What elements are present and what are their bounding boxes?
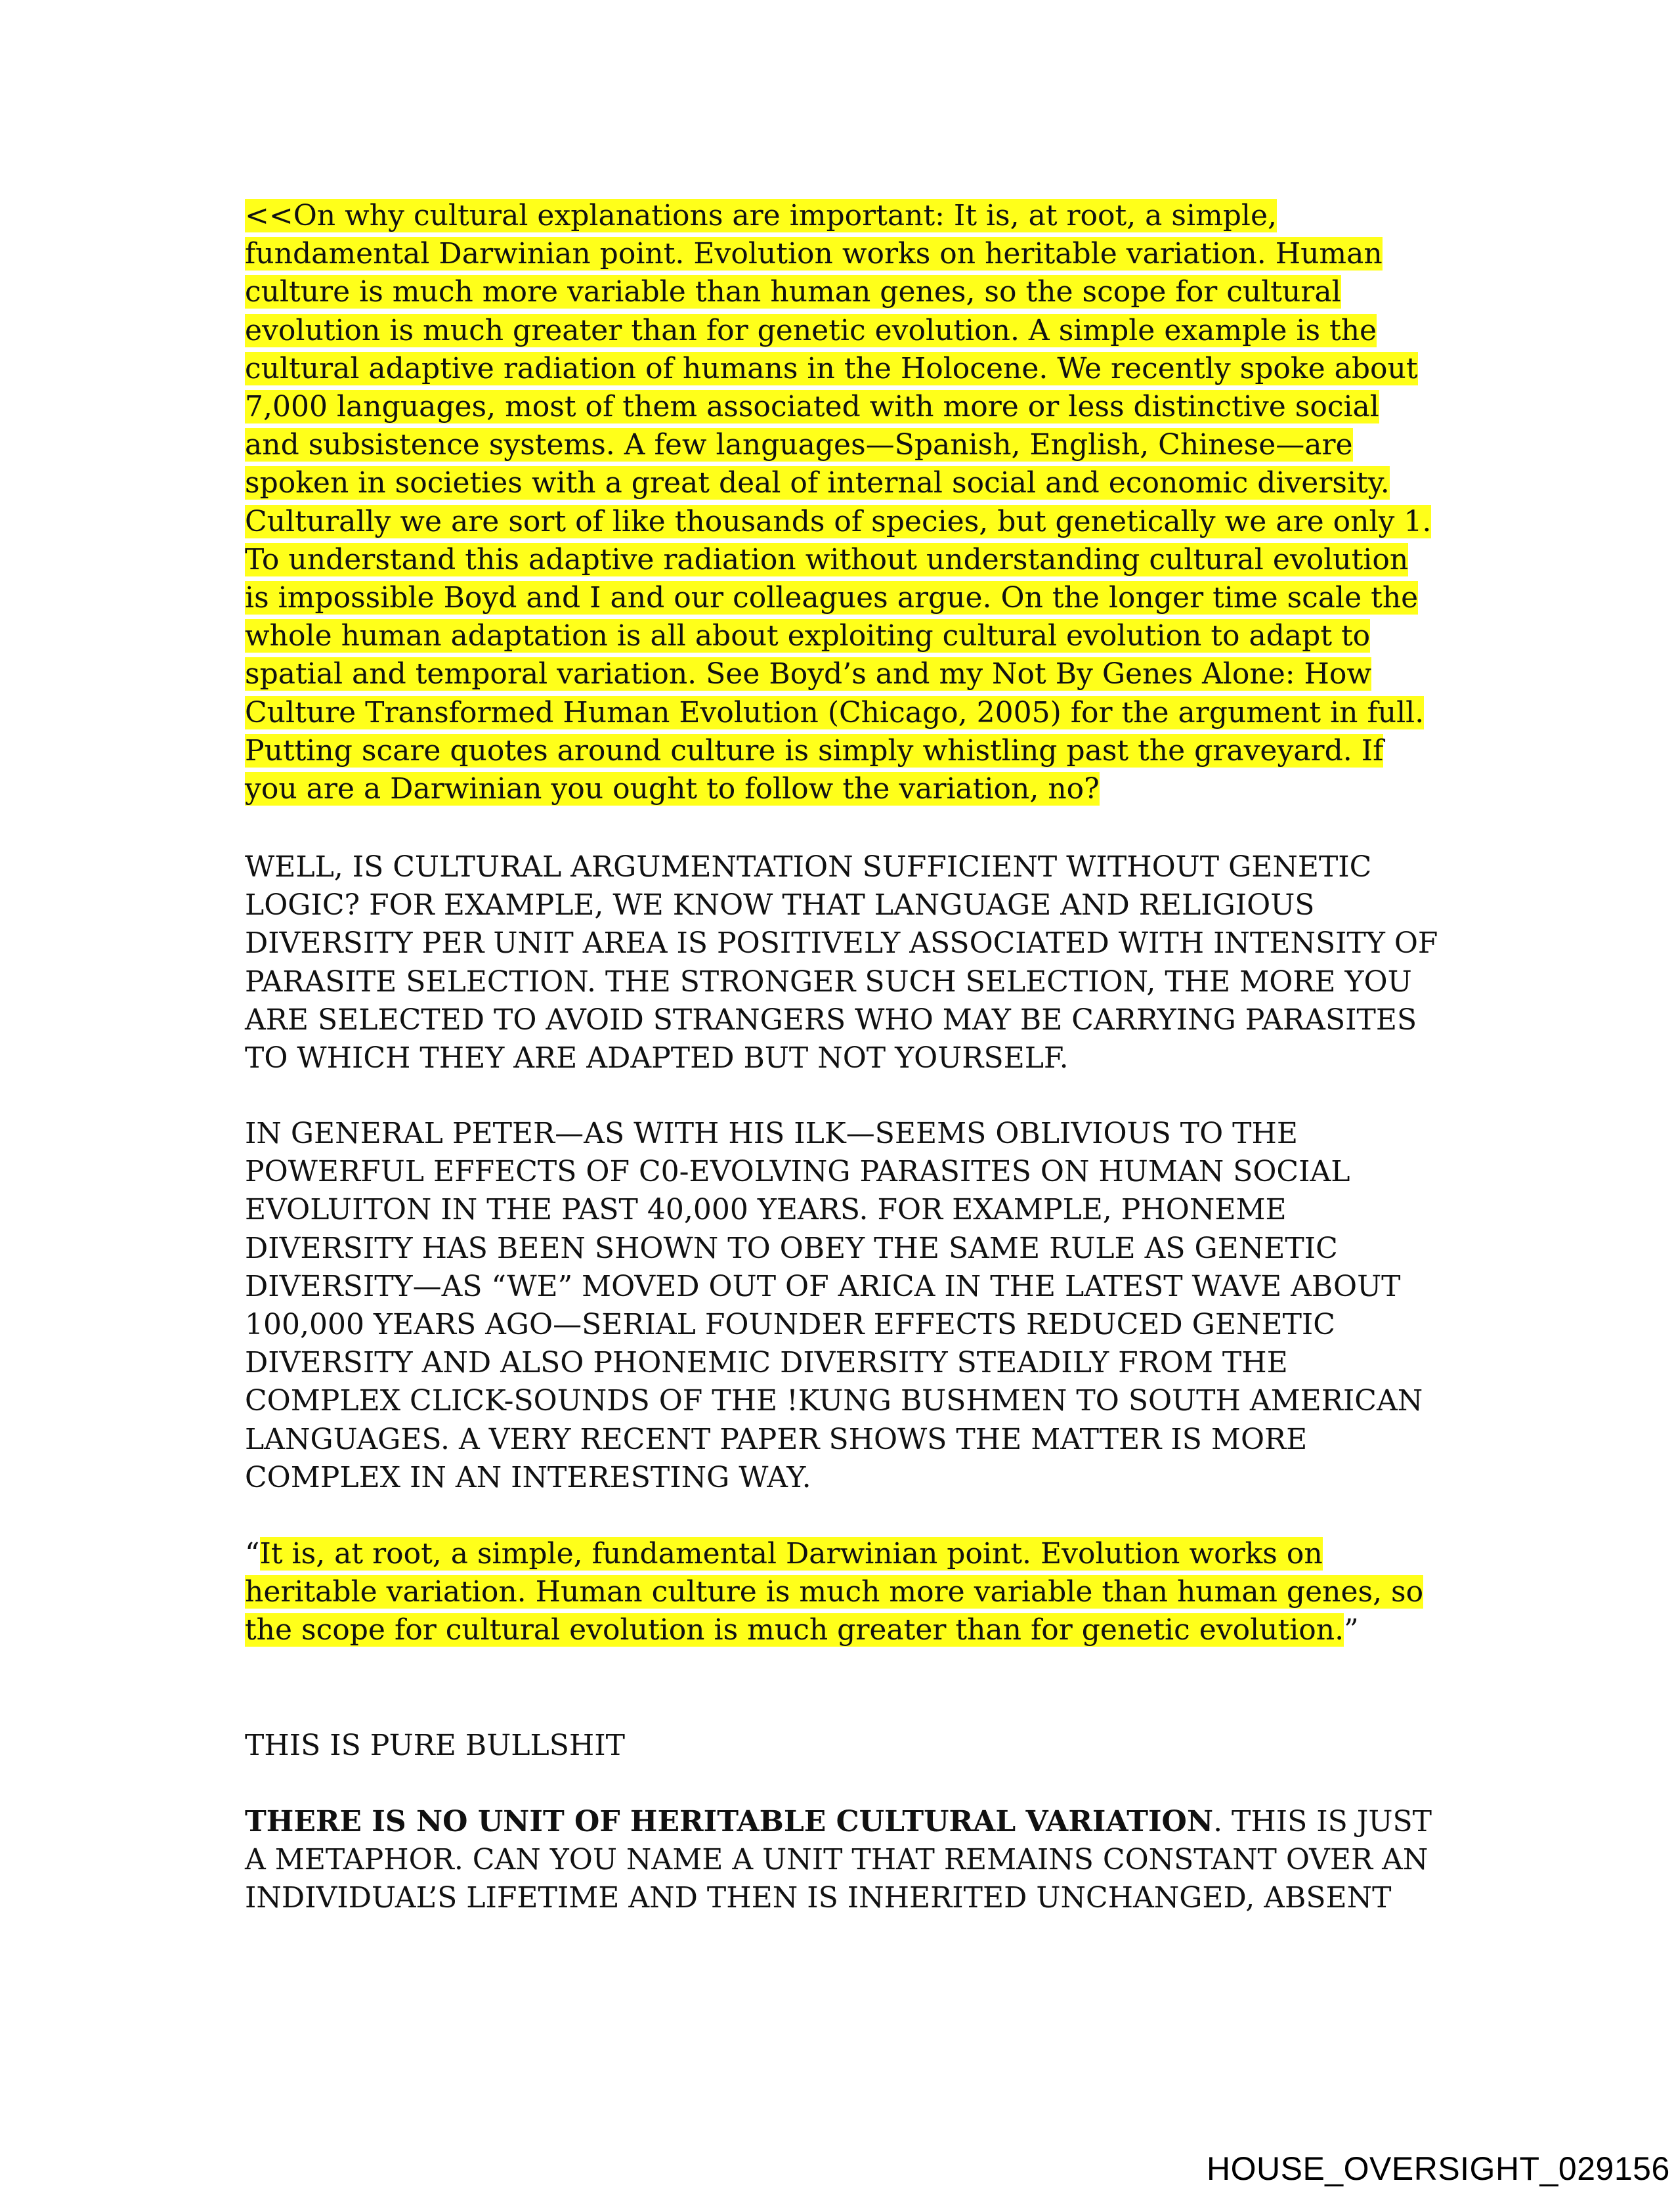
highlighted-excerpt: It is, at root, a simple, fundamental Darwinian point. Evolution works on heritable variation. Human culture is much more variable than human genes, so the scope for cultural evolution is much greater than for genetic evolution. bbox=[245, 1537, 1424, 1647]
paragraph-verdict: THIS IS PURE BULLSHIT bbox=[245, 1729, 625, 1762]
paragraph-quote-excerpt bbox=[245, 1535, 1440, 1650]
highlighted-text: <<On why cultural explanations are important: It is, at root, a simple, fundamental Darwinian point. Evolution works on heritable variation. Human culture is much more variable than human genes, so the scope for cultural evolution is much greater than for genetic evolution. A simple example is the cultural adaptive radiation of humans in the Holocene. We recently spoke about 7,000 languages, most of them associated with more or less distinctive social and subsistence systems. A few languages—Spanish, English, Chinese—are spoken in societies with a great deal of internal social and economic diversity. Culturally we are sort of like thousands of species, but genetically we are only 1. To understand this adaptive radiation without understanding cultural evolution is impossible Boyd and I and our colleagues argue. On the longer time scale the whole human adaptation is all about exploiting cultural evolution to adapt to spatial and temporal variation. See Boyd’s and my Not By Genes Alone: How Culture Transformed Human Evolution (Chicago, 2005) for the argument in full. Putting scare quotes around culture is simply whistling past the graveyard. If you are a Darwinian you ought to follow the variation, no? bbox=[245, 199, 1432, 806]
paragraph-response-1: WELL, IS CULTURAL ARGUMENTATION SUFFICIENT WITHOUT GENETIC LOGIC? FOR EXAMPLE, WE KNOW THAT LANGUAGE AND RELIGIOUS DIVERSITY PER UNIT AREA IS POSITIVELY ASSOCIATED WITH INTENSITY OF PARASITE SELECTION. THE STRONGER SUCH SELECTION, THE MORE YOU ARE SELECTED TO AVOID STRANGERS WHO MAY BE CARRYING PARASITES TO WHICH THEY ARE ADAPTED BUT NOT YOURSELF. bbox=[245, 850, 1438, 1075]
open-quote-mark: “ bbox=[245, 1537, 260, 1571]
paragraph-argument bbox=[245, 1803, 1440, 1918]
close-quote-mark: ” bbox=[1344, 1613, 1359, 1647]
bold-claim: THERE IS NO UNIT OF HERITABLE CULTURAL VARIATION bbox=[245, 1805, 1214, 1838]
paragraph-response-2: IN GENERAL PETER—AS WITH HIS ILK—SEEMS OBLIVIOUS TO THE POWERFUL EFFECTS OF C0-EVOLVING PARASITES ON HUMAN SOCIAL EVOLUITON IN THE PAST 40,000 YEARS. FOR EXAMPLE, PHONEME DIVERSITY HAS BEEN SHOWN TO OBEY THE SAME RULE AS GENETIC DIVERSITY—AS “WE” MOVED OUT OF ARICA IN THE LATEST WAVE ABOUT 100,000 YEARS AGO—SERIAL FOUNDER EFFECTS REDUCED GENETIC DIVERSITY AND ALSO PHONEMIC DIVERSITY STEADILY FROM THE COMPLEX CLICK-SOUNDS OF THE !KUNG BUSHMEN TO SOUTH AMERICAN LANGUAGES. A VERY RECENT PAPER SHOWS THE MATTER IS MORE COMPLEX IN AN INTERESTING WAY. bbox=[245, 1117, 1423, 1494]
claim-continuation: . THIS IS JUST A METAPHOR. CAN YOU NAME A UNIT THAT REMAINS CONSTANT OVER AN INDIVIDUAL’S LIFETIME AND THEN IS INHERITED UNCHANGED, ABSENT bbox=[245, 1805, 1432, 1915]
paragraph-quote-highlighted bbox=[245, 197, 1440, 808]
bates-number: HOUSE_OVERSIGHT_029156 bbox=[1207, 2150, 1670, 2187]
